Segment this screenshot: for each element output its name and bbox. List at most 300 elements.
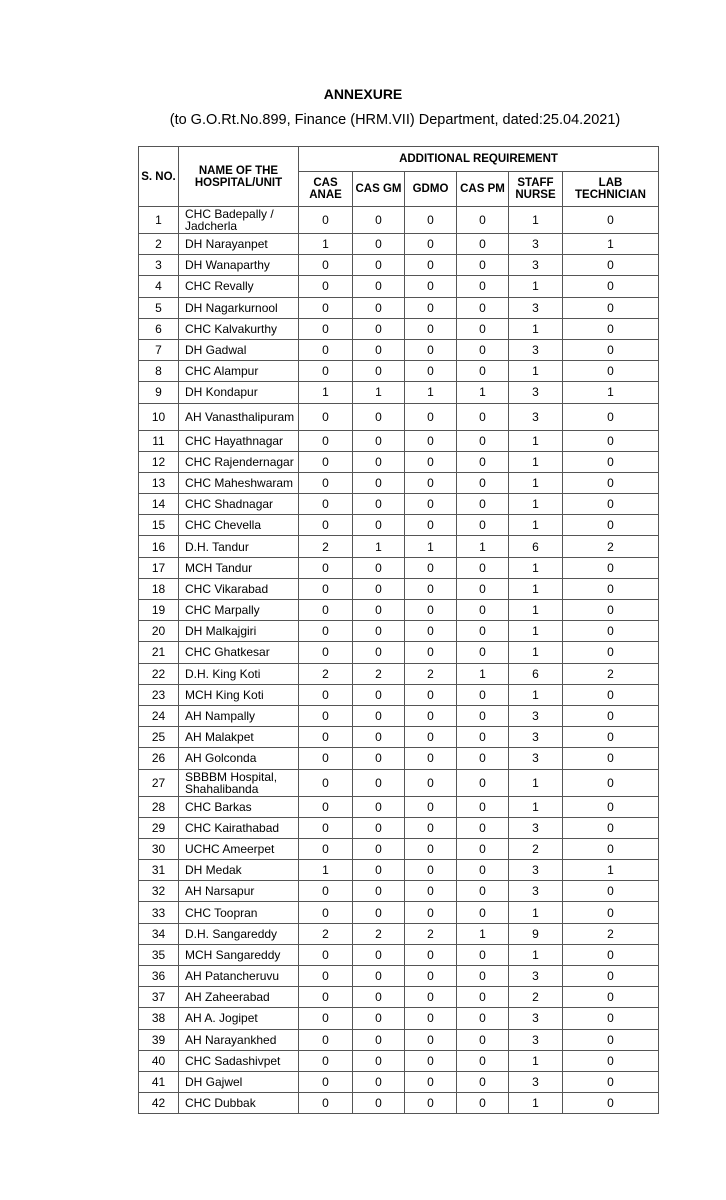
requirement-value-cell: 1 xyxy=(457,536,509,557)
requirement-value-cell: 0 xyxy=(457,297,509,318)
requirement-value-cell: 0 xyxy=(299,705,353,726)
requirement-value-cell: 6 xyxy=(509,536,563,557)
requirement-value-cell: 0 xyxy=(563,705,659,726)
requirement-value-cell: 3 xyxy=(509,339,563,360)
requirement-value-cell: 0 xyxy=(405,600,457,621)
requirement-value-cell: 1 xyxy=(509,494,563,515)
requirement-value-cell: 0 xyxy=(563,255,659,276)
requirement-value-cell: 0 xyxy=(563,1050,659,1071)
serial-number-cell: 36 xyxy=(139,966,179,987)
requirement-value-cell: 0 xyxy=(405,1008,457,1029)
requirement-value-cell: 1 xyxy=(509,642,563,663)
requirement-value-cell: 2 xyxy=(299,923,353,944)
requirement-value-cell: 0 xyxy=(353,902,405,923)
requirement-value-cell: 0 xyxy=(405,430,457,451)
requirement-value-cell: 1 xyxy=(509,600,563,621)
requirement-value-cell: 0 xyxy=(457,494,509,515)
table-row xyxy=(139,881,659,902)
requirement-value-cell: 0 xyxy=(299,727,353,748)
requirement-value-cell: 6 xyxy=(509,663,563,684)
requirement-value-cell: 0 xyxy=(353,297,405,318)
header-sno: S. NO. xyxy=(139,147,179,207)
requirement-value-cell: 2 xyxy=(563,923,659,944)
requirement-value-cell: 0 xyxy=(299,557,353,578)
requirement-value-cell: 3 xyxy=(509,881,563,902)
requirement-value-cell: 0 xyxy=(457,234,509,255)
hospital-name-cell: CHC Toopran xyxy=(179,902,299,923)
hospital-name-cell: AH Nampally xyxy=(179,705,299,726)
requirement-value-cell: 0 xyxy=(563,817,659,838)
requirement-value-cell: 0 xyxy=(457,578,509,599)
requirement-value-cell: 0 xyxy=(457,600,509,621)
hospital-name-cell: CHC Vikarabad xyxy=(179,578,299,599)
requirement-value-cell: 0 xyxy=(563,684,659,705)
requirement-value-cell: 3 xyxy=(509,297,563,318)
table-row xyxy=(139,255,659,276)
requirement-value-cell: 0 xyxy=(457,472,509,493)
hospital-name-cell: AH A. Jogipet xyxy=(179,1008,299,1029)
serial-number-cell: 19 xyxy=(139,600,179,621)
hospital-name-cell: CHC Barkas xyxy=(179,796,299,817)
requirement-value-cell: 2 xyxy=(299,536,353,557)
requirement-value-cell: 0 xyxy=(457,430,509,451)
serial-number-cell: 9 xyxy=(139,382,179,403)
requirement-value-cell: 0 xyxy=(563,557,659,578)
requirement-value-cell: 0 xyxy=(563,1071,659,1092)
requirement-value-cell: 0 xyxy=(563,297,659,318)
table-row xyxy=(139,966,659,987)
table-row xyxy=(139,361,659,382)
table-row xyxy=(139,339,659,360)
requirement-value-cell: 0 xyxy=(405,727,457,748)
hospital-name-cell: DH Narayanpet xyxy=(179,234,299,255)
hospital-name-cell: DH Wanaparthy xyxy=(179,255,299,276)
table-row xyxy=(139,817,659,838)
serial-number-cell: 39 xyxy=(139,1029,179,1050)
requirement-value-cell: 1 xyxy=(509,472,563,493)
requirement-value-cell: 0 xyxy=(563,207,659,234)
requirement-value-cell: 0 xyxy=(353,578,405,599)
table-row xyxy=(139,923,659,944)
serial-number-cell: 31 xyxy=(139,860,179,881)
requirement-value-cell: 0 xyxy=(457,1050,509,1071)
hospital-name-cell: CHC Kairathabad xyxy=(179,817,299,838)
requirement-value-cell: 0 xyxy=(405,838,457,859)
serial-number-cell: 14 xyxy=(139,494,179,515)
requirement-value-cell: 0 xyxy=(299,430,353,451)
requirement-value-cell: 0 xyxy=(299,339,353,360)
requirement-value-cell: 0 xyxy=(299,600,353,621)
hospital-name-cell: CHC Dubbak xyxy=(179,1093,299,1114)
hospital-name-cell: CHC Revally xyxy=(179,276,299,297)
hospital-name-cell: MCH Tandur xyxy=(179,557,299,578)
requirement-value-cell: 0 xyxy=(299,1071,353,1092)
requirement-value-cell: 0 xyxy=(405,339,457,360)
requirement-value-cell: 0 xyxy=(353,987,405,1008)
requirement-value-cell: 0 xyxy=(405,276,457,297)
requirement-value-cell: 0 xyxy=(457,727,509,748)
requirement-value-cell: 0 xyxy=(299,361,353,382)
requirement-value-cell: 0 xyxy=(299,944,353,965)
table-row xyxy=(139,944,659,965)
requirement-value-cell: 0 xyxy=(457,403,509,430)
document-title: ANNEXURE xyxy=(323,86,403,102)
requirement-value-cell: 3 xyxy=(509,382,563,403)
requirement-value-cell: 0 xyxy=(299,1050,353,1071)
requirement-value-cell: 0 xyxy=(405,1029,457,1050)
requirement-value-cell: 0 xyxy=(457,1008,509,1029)
requirement-value-cell: 0 xyxy=(299,796,353,817)
requirement-value-cell: 0 xyxy=(405,944,457,965)
table-row xyxy=(139,621,659,642)
requirement-value-cell: 0 xyxy=(563,796,659,817)
table-row xyxy=(139,1050,659,1071)
requirement-value-cell: 0 xyxy=(457,902,509,923)
requirement-value-cell: 0 xyxy=(299,881,353,902)
table-row xyxy=(139,451,659,472)
requirement-value-cell: 2 xyxy=(563,663,659,684)
requirement-value-cell: 0 xyxy=(563,881,659,902)
table-row xyxy=(139,684,659,705)
header-cas-anae: CAS ANAE xyxy=(299,172,353,207)
serial-number-cell: 25 xyxy=(139,727,179,748)
header-hospital-name: NAME OF THE HOSPITAL/UNIT xyxy=(179,147,299,207)
requirement-value-cell: 3 xyxy=(509,1008,563,1029)
table-row xyxy=(139,748,659,769)
serial-number-cell: 26 xyxy=(139,748,179,769)
hospital-name-cell: CHC Maheshwaram xyxy=(179,472,299,493)
serial-number-cell: 18 xyxy=(139,578,179,599)
requirement-value-cell: 1 xyxy=(563,382,659,403)
hospital-name-cell: MCH Sangareddy xyxy=(179,944,299,965)
hospital-name-cell: DH Gadwal xyxy=(179,339,299,360)
requirement-value-cell: 0 xyxy=(405,748,457,769)
requirement-value-cell: 1 xyxy=(457,382,509,403)
requirement-value-cell: 0 xyxy=(299,966,353,987)
requirement-value-cell: 0 xyxy=(299,1008,353,1029)
requirement-value-cell: 0 xyxy=(405,297,457,318)
requirement-value-cell: 0 xyxy=(563,1029,659,1050)
header-cas-gm: CAS GM xyxy=(353,172,405,207)
requirement-value-cell: 1 xyxy=(457,663,509,684)
requirement-value-cell: 3 xyxy=(509,1071,563,1092)
requirement-value-cell: 0 xyxy=(405,1050,457,1071)
requirement-value-cell: 0 xyxy=(299,297,353,318)
serial-number-cell: 3 xyxy=(139,255,179,276)
requirement-value-cell: 1 xyxy=(299,860,353,881)
requirement-value-cell: 2 xyxy=(405,923,457,944)
requirement-value-cell: 0 xyxy=(299,255,353,276)
requirement-value-cell: 0 xyxy=(457,361,509,382)
requirement-value-cell: 0 xyxy=(405,966,457,987)
header-gdmo: GDMO xyxy=(405,172,457,207)
requirement-value-cell: 1 xyxy=(509,1093,563,1114)
serial-number-cell: 13 xyxy=(139,472,179,493)
requirement-value-cell: 0 xyxy=(353,966,405,987)
requirement-value-cell: 1 xyxy=(509,361,563,382)
document-subtitle: (to G.O.Rt.No.899, Finance (HRM.VII) Department, dated:25.04.2021) xyxy=(169,112,621,128)
serial-number-cell: 21 xyxy=(139,642,179,663)
requirement-value-cell: 0 xyxy=(299,621,353,642)
requirement-value-cell: 0 xyxy=(457,860,509,881)
table-row xyxy=(139,902,659,923)
requirement-value-cell: 1 xyxy=(509,1050,563,1071)
requirement-value-cell: 1 xyxy=(299,382,353,403)
requirement-value-cell: 0 xyxy=(299,748,353,769)
table-row xyxy=(139,318,659,339)
table-row xyxy=(139,297,659,318)
serial-number-cell: 8 xyxy=(139,361,179,382)
hospital-name-cell: UCHC Ameerpet xyxy=(179,838,299,859)
hospital-name-cell: CHC Rajendernagar xyxy=(179,451,299,472)
table-row xyxy=(139,207,659,234)
requirement-value-cell: 0 xyxy=(563,1008,659,1029)
requirement-value-cell: 0 xyxy=(457,796,509,817)
requirement-value-cell: 1 xyxy=(509,207,563,234)
table-row xyxy=(139,578,659,599)
requirement-value-cell: 0 xyxy=(353,1093,405,1114)
table-row xyxy=(139,1008,659,1029)
requirement-value-cell: 0 xyxy=(299,987,353,1008)
serial-number-cell: 42 xyxy=(139,1093,179,1114)
header-cas-pm: CAS PM xyxy=(457,172,509,207)
requirement-value-cell: 0 xyxy=(563,727,659,748)
requirement-value-cell: 3 xyxy=(509,727,563,748)
serial-number-cell: 32 xyxy=(139,881,179,902)
requirement-value-cell: 0 xyxy=(299,515,353,536)
hospital-name-cell: CHC Chevella xyxy=(179,515,299,536)
requirement-value-cell: 0 xyxy=(563,515,659,536)
requirement-value-cell: 0 xyxy=(353,684,405,705)
table-row xyxy=(139,600,659,621)
hospital-name-cell: CHC Alampur xyxy=(179,361,299,382)
serial-number-cell: 37 xyxy=(139,987,179,1008)
serial-number-cell: 2 xyxy=(139,234,179,255)
serial-number-cell: 4 xyxy=(139,276,179,297)
requirement-value-cell: 0 xyxy=(353,339,405,360)
hospital-name-cell: DH Nagarkurnool xyxy=(179,297,299,318)
requirement-value-cell: 0 xyxy=(299,902,353,923)
requirement-value-cell: 1 xyxy=(509,578,563,599)
serial-number-cell: 10 xyxy=(139,403,179,430)
requirement-value-cell: 0 xyxy=(405,318,457,339)
requirement-value-cell: 0 xyxy=(563,403,659,430)
requirement-value-cell: 1 xyxy=(509,796,563,817)
table-row xyxy=(139,642,659,663)
requirement-value-cell: 0 xyxy=(405,621,457,642)
requirement-value-cell: 0 xyxy=(353,276,405,297)
requirement-value-cell: 0 xyxy=(457,1029,509,1050)
serial-number-cell: 12 xyxy=(139,451,179,472)
requirement-value-cell: 0 xyxy=(457,621,509,642)
serial-number-cell: 11 xyxy=(139,430,179,451)
requirement-value-cell: 0 xyxy=(299,769,353,796)
requirement-value-cell: 1 xyxy=(405,536,457,557)
hospital-name-cell: CHC Ghatkesar xyxy=(179,642,299,663)
hospital-name-cell: CHC Sadashivpet xyxy=(179,1050,299,1071)
requirement-value-cell: 0 xyxy=(457,255,509,276)
requirement-value-cell: 0 xyxy=(405,557,457,578)
table-row xyxy=(139,494,659,515)
table-row xyxy=(139,276,659,297)
requirement-value-cell: 3 xyxy=(509,817,563,838)
requirement-value-cell: 0 xyxy=(563,838,659,859)
requirement-value-cell: 0 xyxy=(353,361,405,382)
table-row xyxy=(139,796,659,817)
hospital-name-cell: CHC Badepally / Jadcherla xyxy=(179,207,299,234)
serial-number-cell: 41 xyxy=(139,1071,179,1092)
hospital-name-cell: SBBBM Hospital, Shahalibanda xyxy=(179,769,299,796)
serial-number-cell: 7 xyxy=(139,339,179,360)
requirement-value-cell: 0 xyxy=(299,642,353,663)
requirement-value-cell: 0 xyxy=(299,403,353,430)
requirement-value-cell: 1 xyxy=(563,860,659,881)
table-body xyxy=(139,207,659,1114)
requirement-value-cell: 1 xyxy=(405,382,457,403)
requirement-value-cell: 0 xyxy=(353,318,405,339)
requirement-value-cell: 0 xyxy=(457,276,509,297)
requirement-value-cell: 0 xyxy=(563,966,659,987)
requirement-value-cell: 0 xyxy=(353,557,405,578)
hospital-name-cell: AH Malakpet xyxy=(179,727,299,748)
requirement-value-cell: 0 xyxy=(353,430,405,451)
requirement-value-cell: 3 xyxy=(509,255,563,276)
requirement-value-cell: 0 xyxy=(353,494,405,515)
hospital-name-cell: AH Golconda xyxy=(179,748,299,769)
requirement-value-cell: 0 xyxy=(457,451,509,472)
requirement-value-cell: 0 xyxy=(457,318,509,339)
requirement-value-cell: 9 xyxy=(509,923,563,944)
requirement-value-cell: 0 xyxy=(405,769,457,796)
requirement-value-cell: 0 xyxy=(405,403,457,430)
requirement-value-cell: 0 xyxy=(299,207,353,234)
serial-number-cell: 33 xyxy=(139,902,179,923)
requirement-value-cell: 0 xyxy=(457,684,509,705)
table-row xyxy=(139,515,659,536)
requirement-value-cell: 0 xyxy=(405,578,457,599)
requirement-value-cell: 0 xyxy=(405,987,457,1008)
hospital-name-cell: CHC Shadnagar xyxy=(179,494,299,515)
requirement-value-cell: 0 xyxy=(353,881,405,902)
serial-number-cell: 40 xyxy=(139,1050,179,1071)
table-row xyxy=(139,472,659,493)
requirement-value-cell: 0 xyxy=(457,838,509,859)
requirement-value-cell: 1 xyxy=(563,234,659,255)
table-row xyxy=(139,705,659,726)
header-additional-requirement: ADDITIONAL REQUIREMENT xyxy=(299,147,659,172)
requirement-value-cell: 0 xyxy=(457,557,509,578)
requirement-value-cell: 0 xyxy=(563,902,659,923)
serial-number-cell: 28 xyxy=(139,796,179,817)
requirement-value-cell: 1 xyxy=(509,769,563,796)
requirement-value-cell: 0 xyxy=(457,207,509,234)
requirement-value-cell: 0 xyxy=(457,642,509,663)
requirement-value-cell: 0 xyxy=(405,881,457,902)
hospital-name-cell: AH Narayankhed xyxy=(179,1029,299,1050)
requirement-value-cell: 0 xyxy=(405,255,457,276)
requirement-value-cell: 0 xyxy=(457,881,509,902)
requirement-value-cell: 0 xyxy=(563,494,659,515)
requirement-value-cell: 0 xyxy=(353,600,405,621)
requirement-value-cell: 0 xyxy=(457,748,509,769)
requirement-value-cell: 1 xyxy=(353,382,405,403)
requirement-value-cell: 0 xyxy=(299,494,353,515)
requirement-value-cell: 2 xyxy=(353,663,405,684)
requirement-value-cell: 0 xyxy=(405,1071,457,1092)
requirement-value-cell: 1 xyxy=(509,621,563,642)
requirement-value-cell: 1 xyxy=(509,451,563,472)
requirement-value-cell: 1 xyxy=(509,430,563,451)
requirement-value-cell: 0 xyxy=(353,1008,405,1029)
requirement-value-cell: 3 xyxy=(509,234,563,255)
hospital-name-cell: AH Narsapur xyxy=(179,881,299,902)
requirement-value-cell: 0 xyxy=(353,944,405,965)
requirement-value-cell: 0 xyxy=(563,430,659,451)
requirement-value-cell: 0 xyxy=(405,234,457,255)
requirement-value-cell: 0 xyxy=(457,339,509,360)
serial-number-cell: 15 xyxy=(139,515,179,536)
requirement-value-cell: 0 xyxy=(563,642,659,663)
requirement-value-cell: 2 xyxy=(405,663,457,684)
requirement-value-cell: 0 xyxy=(353,234,405,255)
annexure-table xyxy=(138,146,659,1114)
serial-number-cell: 22 xyxy=(139,663,179,684)
requirement-value-cell: 0 xyxy=(563,276,659,297)
requirement-value-cell: 0 xyxy=(299,1093,353,1114)
requirement-value-cell: 0 xyxy=(353,1071,405,1092)
requirement-value-cell: 0 xyxy=(405,207,457,234)
requirement-value-cell: 0 xyxy=(299,276,353,297)
requirement-value-cell: 0 xyxy=(299,472,353,493)
hospital-name-cell: DH Gajwel xyxy=(179,1071,299,1092)
hospital-name-cell: AH Patancheruvu xyxy=(179,966,299,987)
hospital-name-cell: DH Kondapur xyxy=(179,382,299,403)
hospital-name-cell: D.H. Tandur xyxy=(179,536,299,557)
requirement-value-cell: 1 xyxy=(509,515,563,536)
requirement-value-cell: 0 xyxy=(457,966,509,987)
requirement-value-cell: 0 xyxy=(353,769,405,796)
requirement-value-cell: 0 xyxy=(457,515,509,536)
requirement-value-cell: 0 xyxy=(563,769,659,796)
requirement-value-cell: 2 xyxy=(509,838,563,859)
requirement-value-cell: 0 xyxy=(405,705,457,726)
header-staff-nurse: STAFF NURSE xyxy=(509,172,563,207)
requirement-value-cell: 0 xyxy=(299,1029,353,1050)
requirement-value-cell: 0 xyxy=(457,1093,509,1114)
requirement-value-cell: 0 xyxy=(405,796,457,817)
serial-number-cell: 34 xyxy=(139,923,179,944)
requirement-value-cell: 0 xyxy=(353,727,405,748)
requirement-value-cell: 0 xyxy=(353,1050,405,1071)
requirement-value-cell: 0 xyxy=(457,1071,509,1092)
requirement-value-cell: 0 xyxy=(405,902,457,923)
hospital-name-cell: MCH King Koti xyxy=(179,684,299,705)
serial-number-cell: 1 xyxy=(139,207,179,234)
requirement-value-cell: 3 xyxy=(509,1029,563,1050)
serial-number-cell: 27 xyxy=(139,769,179,796)
requirement-value-cell: 1 xyxy=(509,557,563,578)
serial-number-cell: 38 xyxy=(139,1008,179,1029)
requirement-value-cell: 0 xyxy=(353,796,405,817)
serial-number-cell: 17 xyxy=(139,557,179,578)
requirement-value-cell: 3 xyxy=(509,860,563,881)
requirement-value-cell: 0 xyxy=(299,578,353,599)
requirement-value-cell: 0 xyxy=(353,1029,405,1050)
requirement-value-cell: 1 xyxy=(509,318,563,339)
requirement-value-cell: 0 xyxy=(353,838,405,859)
requirement-value-cell: 0 xyxy=(405,817,457,838)
table-row xyxy=(139,430,659,451)
